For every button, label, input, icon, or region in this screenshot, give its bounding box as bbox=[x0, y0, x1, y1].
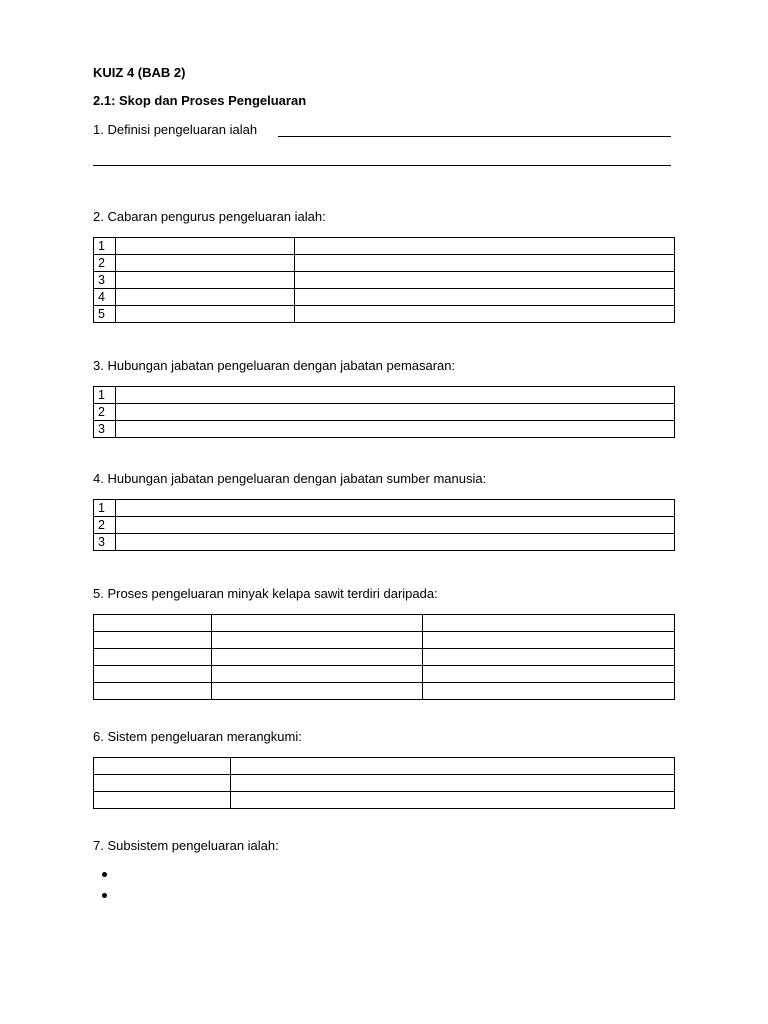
answer-cell[interactable] bbox=[116, 238, 295, 255]
row-number: 4 bbox=[94, 289, 116, 306]
row-number: 3 bbox=[94, 534, 116, 551]
answer-cell[interactable] bbox=[116, 421, 675, 438]
row-number: 1 bbox=[94, 387, 116, 404]
answer-cell[interactable] bbox=[94, 615, 212, 632]
question-4-table bbox=[93, 499, 675, 551]
answer-cell[interactable] bbox=[423, 615, 675, 632]
answer-cell[interactable] bbox=[212, 649, 423, 666]
answer-cell[interactable] bbox=[423, 649, 675, 666]
answer-cell[interactable] bbox=[94, 758, 231, 775]
table-row bbox=[94, 387, 675, 404]
answer-cell[interactable] bbox=[423, 666, 675, 683]
answer-cell[interactable] bbox=[295, 306, 675, 323]
question-4-label: 4. Hubungan jabatan pengeluaran dengan jabatan sumber manusia: bbox=[93, 471, 487, 486]
row-number: 1 bbox=[94, 500, 116, 517]
answer-cell[interactable] bbox=[94, 649, 212, 666]
table-row bbox=[94, 758, 675, 775]
bullet-point-1 bbox=[102, 872, 107, 877]
answer-cell[interactable] bbox=[212, 615, 423, 632]
table-row bbox=[94, 255, 675, 272]
answer-cell[interactable] bbox=[116, 255, 295, 272]
answer-cell[interactable] bbox=[116, 272, 295, 289]
table-row bbox=[94, 238, 675, 255]
answer-cell[interactable] bbox=[116, 534, 675, 551]
answer-cell[interactable] bbox=[212, 683, 423, 700]
table-row bbox=[94, 683, 675, 700]
row-number: 2 bbox=[94, 517, 116, 534]
bullet-point-2 bbox=[102, 893, 107, 898]
table-row bbox=[94, 792, 675, 809]
table-row bbox=[94, 289, 675, 306]
table-row bbox=[94, 272, 675, 289]
answer-cell[interactable] bbox=[116, 500, 675, 517]
answer-cell[interactable] bbox=[94, 775, 231, 792]
question-6-table bbox=[93, 757, 675, 809]
answer-cell[interactable] bbox=[295, 272, 675, 289]
table-row bbox=[94, 632, 675, 649]
question-5-table bbox=[93, 614, 675, 700]
answer-cell[interactable] bbox=[295, 238, 675, 255]
question-3-label: 3. Hubungan jabatan pengeluaran dengan jabatan pemasaran: bbox=[93, 358, 456, 373]
answer-cell[interactable] bbox=[116, 517, 675, 534]
answer-cell[interactable] bbox=[295, 255, 675, 272]
row-number: 1 bbox=[94, 238, 116, 255]
answer-cell[interactable] bbox=[94, 632, 212, 649]
question-6-label: 6. Sistem pengeluaran merangkumi: bbox=[93, 729, 302, 744]
answer-cell[interactable] bbox=[423, 683, 675, 700]
table-row bbox=[94, 534, 675, 551]
answer-cell[interactable] bbox=[231, 758, 675, 775]
question-7-label: 7. Subsistem pengeluaran ialah: bbox=[93, 838, 279, 853]
answer-cell[interactable] bbox=[295, 289, 675, 306]
row-number: 3 bbox=[94, 272, 116, 289]
answer-cell[interactable] bbox=[116, 387, 675, 404]
section-title: 2.1: Skop dan Proses Pengeluaran bbox=[93, 93, 307, 108]
answer-cell[interactable] bbox=[116, 289, 295, 306]
answer-cell[interactable] bbox=[94, 683, 212, 700]
table-row bbox=[94, 404, 675, 421]
answer-cell[interactable] bbox=[94, 792, 231, 809]
table-row bbox=[94, 517, 675, 534]
table-row bbox=[94, 500, 675, 517]
answer-cell[interactable] bbox=[212, 632, 423, 649]
table-row bbox=[94, 306, 675, 323]
question-2-label: 2. Cabaran pengurus pengeluaran ialah: bbox=[93, 209, 326, 224]
table-row bbox=[94, 421, 675, 438]
answer-cell[interactable] bbox=[231, 775, 675, 792]
answer-cell[interactable] bbox=[116, 404, 675, 421]
row-number: 3 bbox=[94, 421, 116, 438]
table-row bbox=[94, 666, 675, 683]
row-number: 2 bbox=[94, 404, 116, 421]
question-3-table bbox=[93, 386, 675, 438]
answer-cell[interactable] bbox=[94, 666, 212, 683]
answer-cell[interactable] bbox=[231, 792, 675, 809]
question-2-table bbox=[93, 237, 675, 323]
answer-cell[interactable] bbox=[423, 632, 675, 649]
answer-cell[interactable] bbox=[212, 666, 423, 683]
row-number: 5 bbox=[94, 306, 116, 323]
table-row bbox=[94, 649, 675, 666]
question-1-label: 1. Definisi pengeluaran ialah bbox=[93, 122, 258, 137]
answer-line-1b[interactable] bbox=[93, 165, 671, 166]
answer-line-1a[interactable] bbox=[278, 136, 671, 137]
question-5-label: 5. Proses pengeluaran minyak kelapa sawit terdiri daripada: bbox=[93, 586, 438, 601]
quiz-title: KUIZ 4 (BAB 2) bbox=[93, 65, 186, 80]
table-row bbox=[94, 775, 675, 792]
table-row bbox=[94, 615, 675, 632]
answer-cell[interactable] bbox=[116, 306, 295, 323]
row-number: 2 bbox=[94, 255, 116, 272]
